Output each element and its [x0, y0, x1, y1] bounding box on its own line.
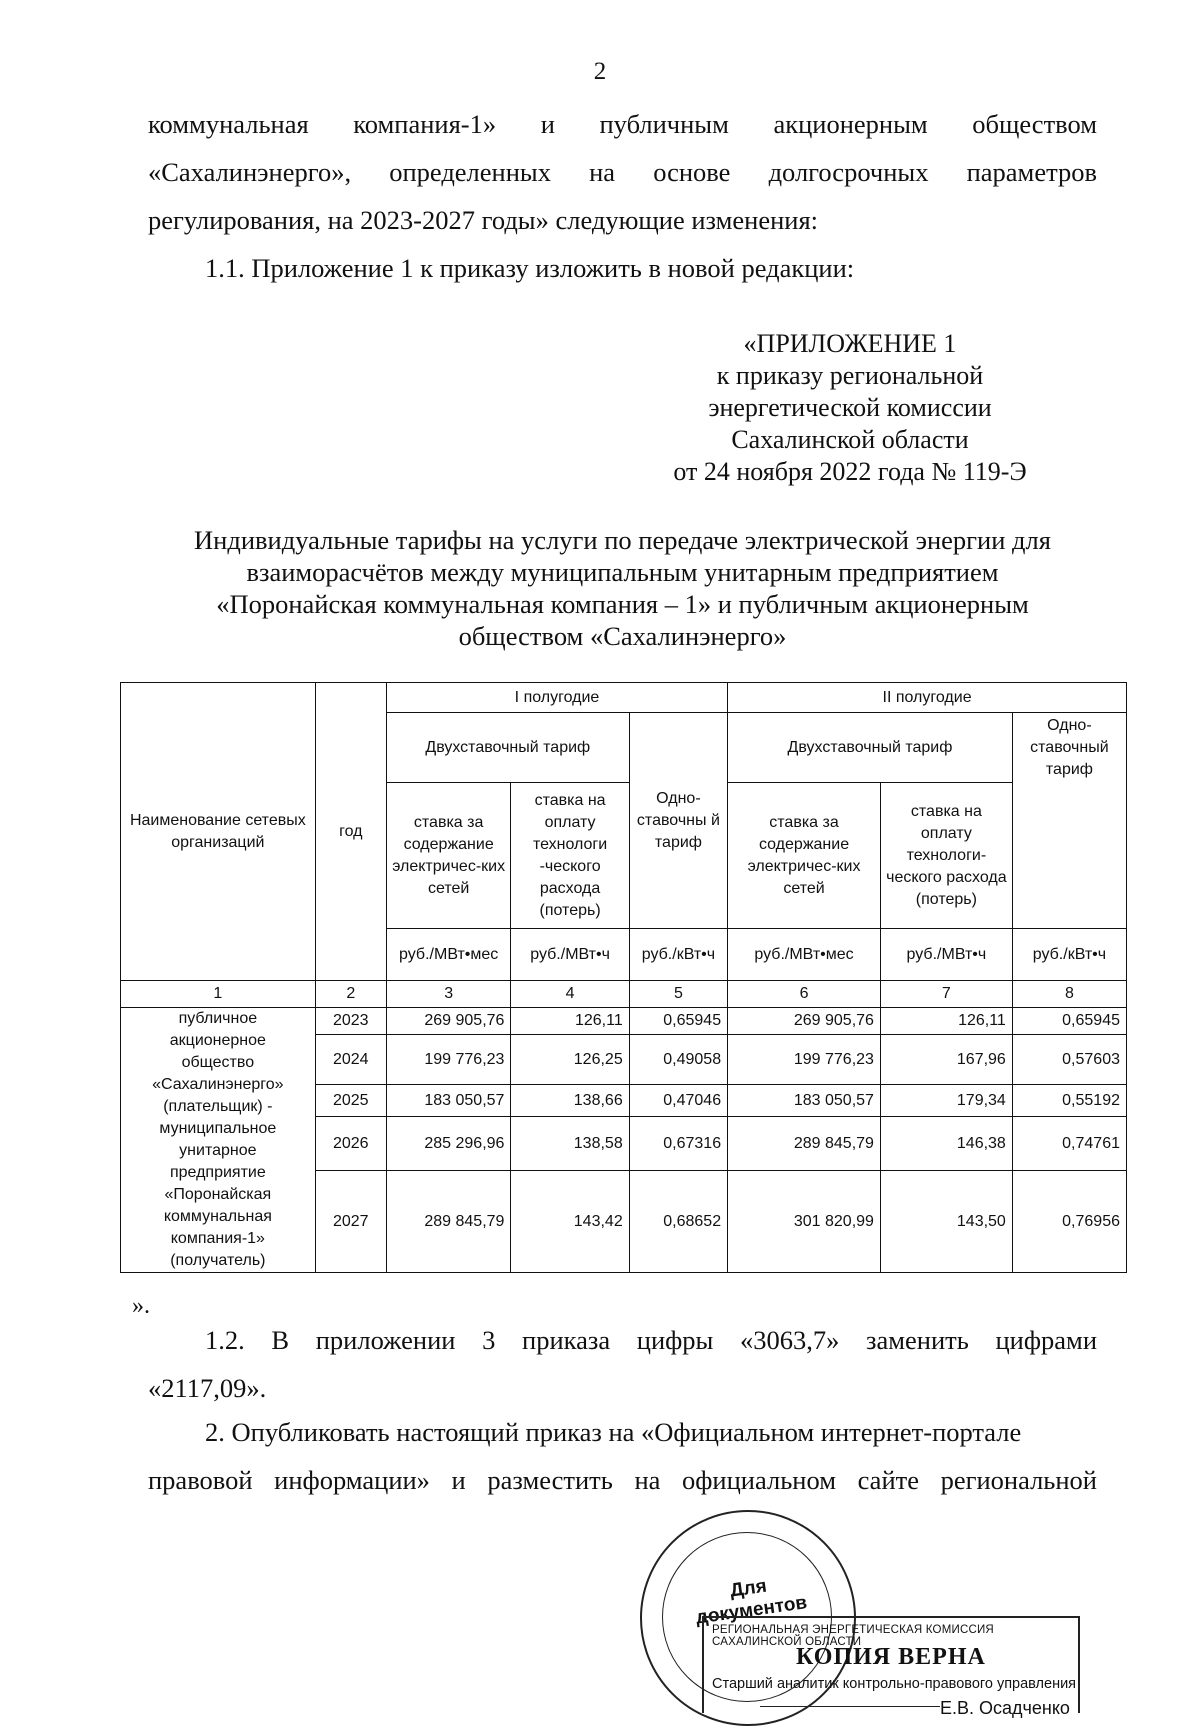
round-seal-text: Для документов [694, 1575, 809, 1629]
column-numbers-row [121, 981, 1127, 1008]
column-number: 1 [121, 981, 316, 1008]
year-cell: 2024 [315, 1035, 386, 1085]
header-loss-2: ставка на оплату технологи-ческого расхода (потерь) [880, 783, 1012, 929]
header-maint-2: ставка за содержание электричес-ких сетей [728, 783, 881, 929]
unit-cell: руб./кВт•ч [1012, 929, 1126, 981]
header-half-2: II полугодие [728, 683, 1127, 713]
page-number: 2 [593, 58, 607, 85]
unit-cell: руб./МВт•ч [880, 929, 1012, 981]
item-1-1: 1.1. Приложение 1 к приказу изложить в новой редакции: [205, 253, 855, 283]
value-cell: 167,96 [880, 1035, 1012, 1085]
header-two-rate-1: Двухставочный тариф [386, 713, 629, 783]
appendix-header: «ПРИЛОЖЕНИЕ 1 к приказу региональной энергетической комиссии Сахалинской области от 24 ноября 2022 года № 119-Э [673, 329, 1027, 486]
header-one-rate-2: Одно-ставочный тариф [1012, 713, 1126, 929]
value-cell: 0,76956 [1012, 1171, 1126, 1273]
column-number: 2 [315, 981, 386, 1008]
value-cell: 0,47046 [629, 1085, 727, 1117]
header-one-rate-1: Одно-ставочны й тариф [629, 713, 727, 929]
year-cell: 2025 [315, 1085, 386, 1117]
stamp-copy-true: КОПИЯ ВЕРНА [796, 1644, 986, 1670]
unit-cell: руб./МВт•мес [386, 929, 511, 981]
value-cell: 143,42 [511, 1171, 629, 1273]
table-title: Индивидуальные тарифы на услуги по передаче электрической энергии для взаиморасчётов между муниципальным унитарным предприятием «Поронайская коммунальная компания – 1» и публичным акционерным обществом «Сахалинэнерго» [194, 525, 1051, 651]
table-row [121, 1008, 1127, 1035]
unit-cell: руб./МВт•мес [728, 929, 881, 981]
column-number: 3 [386, 981, 511, 1008]
stamp-position: Старший аналитик контрольно-правового управления [712, 1676, 1077, 1692]
value-cell: 143,50 [880, 1171, 1012, 1273]
item-2-line-2: правовой информации» и разместить на официальном сайте региональной [148, 1465, 1097, 1495]
org-name-cell: публичное акционерное общество «Сахалинэнерго» (плательщик) - муниципальное унитарное предприятие «Поронайская коммунальная компания-1» (получатель) [121, 1008, 316, 1273]
value-cell: 146,38 [880, 1117, 1012, 1171]
value-cell: 0,65945 [629, 1008, 727, 1035]
value-cell: 126,11 [511, 1008, 629, 1035]
intro-line-2: «Сахалинэнерго», определенных на основе долгосрочных параметров [148, 157, 1097, 187]
certification-stamp [702, 1616, 1080, 1718]
value-cell: 0,57603 [1012, 1035, 1126, 1085]
signature-line [760, 1706, 940, 1707]
closing-quote: ». [132, 1293, 150, 1319]
year-cell: 2023 [315, 1008, 386, 1035]
value-cell: 199 776,23 [728, 1035, 881, 1085]
item-2-paragraph [148, 1408, 1097, 1504]
value-cell: 138,58 [511, 1117, 629, 1171]
header-org-name: Наименование сетевых организаций [121, 683, 316, 981]
value-cell: 0,55192 [1012, 1085, 1126, 1117]
value-cell: 289 845,79 [386, 1171, 511, 1273]
value-cell: 179,34 [880, 1085, 1012, 1117]
value-cell: 269 905,76 [386, 1008, 511, 1035]
item-1-2-line-1: 1.2. В приложении 3 приказа цифры «3063,7» заменить цифрами [205, 1325, 1097, 1355]
value-cell: 0,49058 [629, 1035, 727, 1085]
header-year: год [315, 683, 386, 981]
value-cell: 289 845,79 [728, 1117, 881, 1171]
intro-line-3: регулирования, на 2023-2027 годы» следующие изменения: [148, 205, 819, 235]
unit-cell: руб./кВт•ч [629, 929, 727, 981]
item-2-line-1: 2. Опубликовать настоящий приказ на «Официальном интернет-портале [205, 1417, 1022, 1447]
header-loss-1: ставка на оплату технологи -ческого расхода (потерь) [511, 783, 629, 929]
item-1-2-line-2: «2117,09». [148, 1373, 267, 1403]
value-cell: 269 905,76 [728, 1008, 881, 1035]
value-cell: 301 820,99 [728, 1171, 881, 1273]
value-cell: 126,11 [880, 1008, 1012, 1035]
value-cell: 0,74761 [1012, 1117, 1126, 1171]
column-number: 6 [728, 981, 881, 1008]
value-cell: 126,25 [511, 1035, 629, 1085]
year-cell: 2027 [315, 1171, 386, 1273]
tariff-table [120, 682, 1127, 1273]
year-cell: 2026 [315, 1117, 386, 1171]
value-cell: 183 050,57 [728, 1085, 881, 1117]
value-cell: 138,66 [511, 1085, 629, 1117]
column-number: 7 [880, 981, 1012, 1008]
value-cell: 0,68652 [629, 1171, 727, 1273]
header-half-1: I полугодие [386, 683, 727, 713]
column-number: 5 [629, 981, 727, 1008]
value-cell: 199 776,23 [386, 1035, 511, 1085]
intro-line-1: коммунальная компания-1» и публичным акционерным обществом [148, 109, 1097, 139]
stamp-signer: Е.В. Осадченко [940, 1698, 1070, 1718]
header-maint-1: ставка за содержание электричес-ких сетей [386, 783, 511, 929]
value-cell: 0,65945 [1012, 1008, 1126, 1035]
value-cell: 183 050,57 [386, 1085, 511, 1117]
intro-paragraph [148, 100, 1097, 292]
column-number: 8 [1012, 981, 1126, 1008]
stamp-org-line: РЕГИОНАЛЬНАЯ ЭНЕРГЕТИЧЕСКАЯ КОМИССИЯ САХАЛИНСКОЙ ОБЛАСТИ [712, 1624, 994, 1648]
column-number: 4 [511, 981, 629, 1008]
value-cell: 285 296,96 [386, 1117, 511, 1171]
item-1-2-paragraph [148, 1316, 1097, 1412]
value-cell: 0,67316 [629, 1117, 727, 1171]
unit-cell: руб./МВт•ч [511, 929, 629, 981]
header-two-rate-2: Двухставочный тариф [728, 713, 1013, 783]
